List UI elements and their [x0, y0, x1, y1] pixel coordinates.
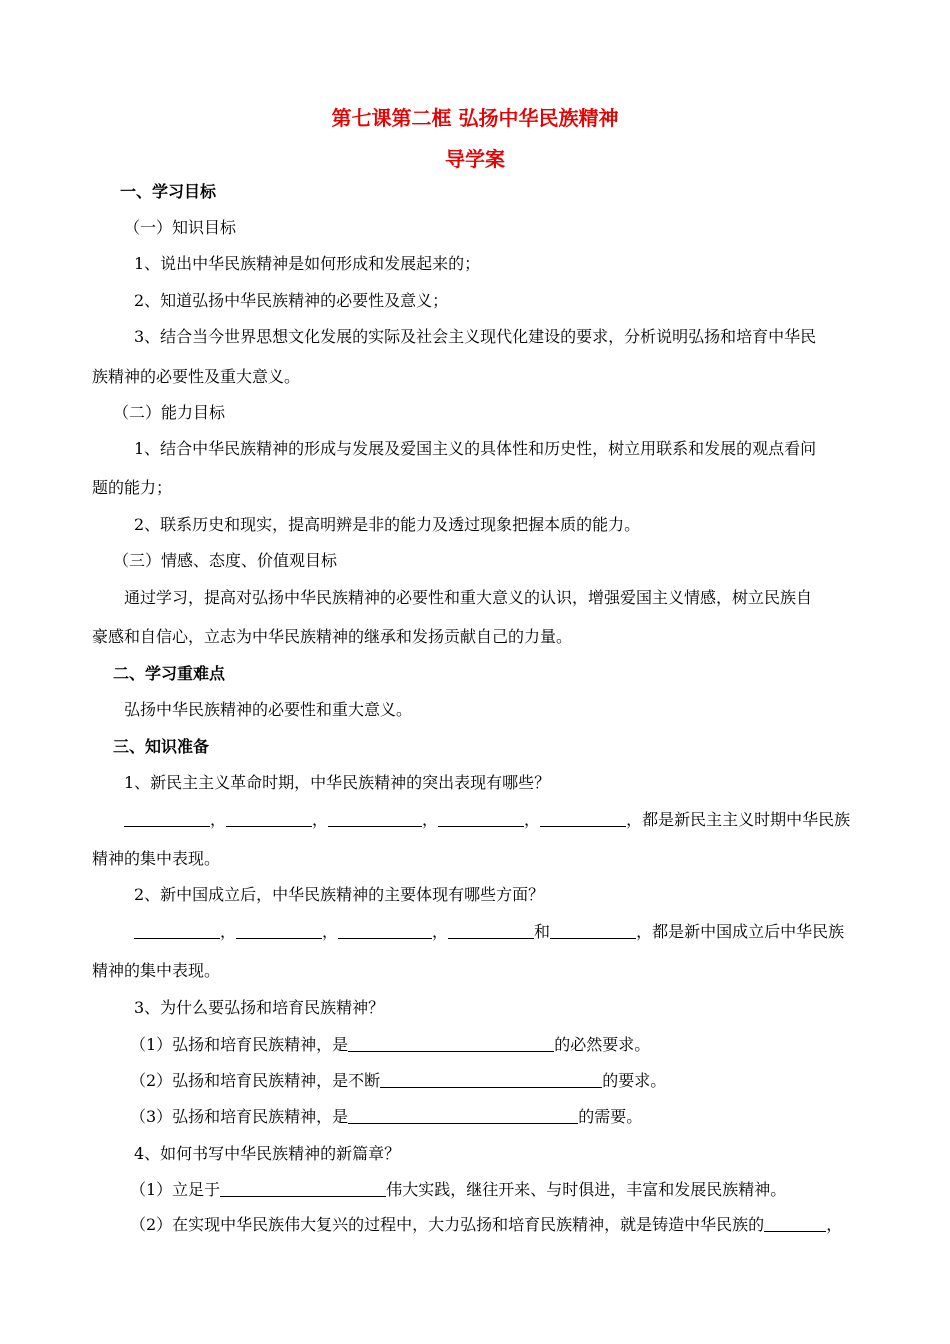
- blank[interactable]: [134, 922, 220, 939]
- values-text-b: 豪感和自信心，立志为中华民族精神的继承和发扬贡献自己的力量。: [92, 627, 573, 646]
- blank[interactable]: [338, 922, 432, 939]
- knowledge-item-1: 1、说出中华民族精神是如何形成和发展起来的；: [134, 254, 481, 273]
- ability-item-1b: 题的能力；: [92, 478, 173, 497]
- question-1-end: 精神的集中表现。: [92, 849, 221, 868]
- question-4-item-2: （2）在实现中华民族伟大复兴的过程中，大力弘扬和培育民族精神，就是铸造中华民族的 ，: [130, 1215, 843, 1234]
- blank[interactable]: [540, 810, 626, 827]
- section-3-heading: 三、知识准备: [113, 737, 210, 756]
- blank[interactable]: [438, 810, 524, 827]
- question-2: 2、新中国成立后，中华民族精神的主要体现有哪些方面？: [134, 885, 545, 904]
- blank[interactable]: [226, 810, 312, 827]
- subsection-knowledge: （一）知识目标: [124, 218, 237, 237]
- blank[interactable]: [348, 1035, 554, 1052]
- subsection-values: （三）情感、态度、价值观目标: [113, 551, 338, 570]
- knowledge-item-2: 2、知道弘扬中华民族精神的必要性及意义；: [134, 291, 449, 310]
- section-2-heading: 二、学习重难点: [113, 664, 226, 683]
- question-2-end: 精神的集中表现。: [92, 961, 221, 980]
- question-2-blanks: ， ， ， 和 ，都是新中国成立后中华民族: [134, 922, 844, 942]
- subsection-ability: （二）能力目标: [113, 403, 226, 422]
- blank[interactable]: [764, 1215, 826, 1232]
- knowledge-item-3b: 族精神的必要性及重大意义。: [92, 367, 301, 386]
- question-4-item-1: （1）立足于 伟大实践，继往开来、与时俱进，丰富和发展民族精神。: [130, 1180, 787, 1199]
- question-4: 4、如何书写中华民族精神的新篇章？: [134, 1144, 401, 1163]
- values-text-a: 通过学习，提高对弘扬中华民族精神的必要性和重大意义的认识，增强爱国主义情感，树立民族自: [124, 588, 813, 607]
- blank[interactable]: [124, 810, 210, 827]
- question-1-blanks: ， ， ， ， ，都是新民主主义时期中华民族: [124, 810, 850, 830]
- section-1-heading: 一、学习目标: [120, 182, 217, 201]
- title-line-1: 第七课第二框 弘扬中华民族精神: [331, 106, 619, 130]
- blank[interactable]: [220, 1180, 386, 1197]
- blank[interactable]: [236, 922, 322, 939]
- blank[interactable]: [550, 922, 636, 939]
- question-1: 1、新民主主义革命时期，中华民族精神的突出表现有哪些？: [124, 773, 551, 792]
- question-3: 3、为什么要弘扬和培育民族精神？: [134, 998, 385, 1017]
- title-line-2: 导学案: [445, 147, 505, 171]
- blank[interactable]: [328, 810, 422, 827]
- blank[interactable]: [448, 922, 534, 939]
- section-2-body: 弘扬中华民族精神的必要性和重大意义。: [124, 700, 413, 719]
- blank[interactable]: [380, 1071, 602, 1088]
- blank[interactable]: [348, 1107, 578, 1124]
- ability-item-1a: 1、结合中华民族精神的形成与发展及爱国主义的具体性和历史性，树立用联系和发展的观点看问: [134, 439, 817, 458]
- question-3-item-3: （3）弘扬和培育民族精神，是 的需要。: [130, 1107, 643, 1126]
- question-3-item-1: （1）弘扬和培育民族精神，是 的必然要求。: [130, 1035, 651, 1054]
- ability-item-2: 2、联系历史和现实，提高明辨是非的能力及透过现象把握本质的能力。: [134, 515, 641, 534]
- knowledge-item-3a: 3、结合当今世界思想文化发展的实际及社会主义现代化建设的要求，分析说明弘扬和培育中华民: [134, 327, 817, 346]
- question-3-item-2: （2）弘扬和培育民族精神，是不断 的要求。: [130, 1071, 667, 1090]
